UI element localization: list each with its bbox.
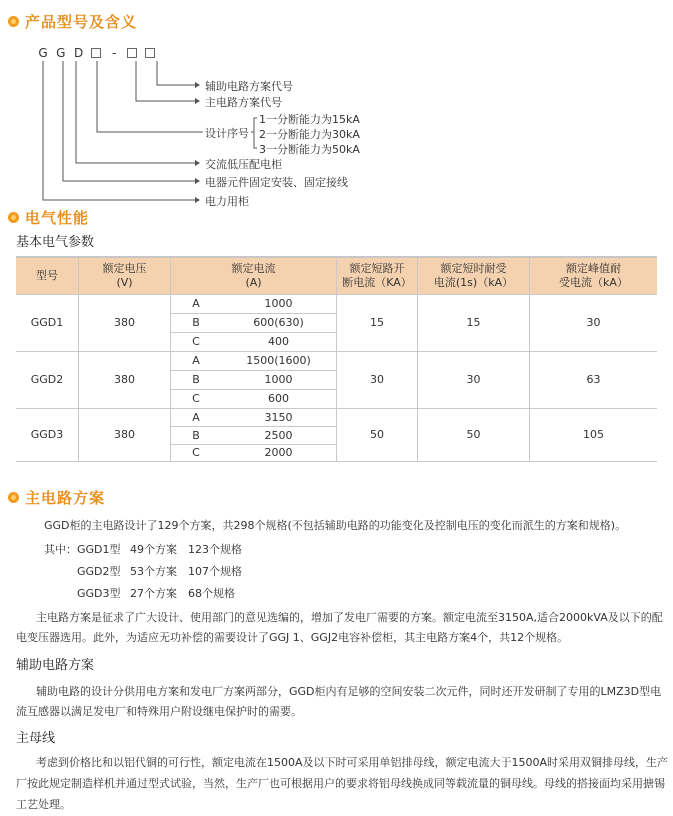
scheme-list-prefix: 其中： <box>44 543 77 556</box>
table-cell-grade: B <box>192 316 200 329</box>
scheme-count: 49个方案 <box>130 543 177 556</box>
table-cell-shorttime: 15 <box>466 316 481 329</box>
table-cell-current: 1000 <box>264 297 293 310</box>
table-cell-voltage: 380 <box>114 316 135 329</box>
header-model: 型号 <box>36 269 58 282</box>
section-aux-heading: 辅助电路方案 <box>16 658 95 673</box>
header-short-circuit: 额定短路开 断电流（KA） <box>342 262 412 289</box>
aux-paragraph: 辅助电路的设计分供用电方案和发电厂方案两部分，GGD柜内有足够的空间安装二次元件，同时还开发研制了专用的LMZ3D型电 <box>36 685 662 698</box>
table-cell-grade: A <box>192 354 200 367</box>
table-cell-current: 2000 <box>264 446 293 459</box>
table-cell-voltage: 380 <box>114 428 135 441</box>
bullet-icon <box>8 492 19 503</box>
table-cell-current: 600 <box>268 392 289 405</box>
table-cell-grade: A <box>192 297 200 310</box>
aux-paragraph-cont: 流互感器以满足发电厂和特殊用户附设继电保护时的需要。 <box>16 705 302 718</box>
table-cell-shorttime: 30 <box>466 373 481 386</box>
section-electrical-heading <box>8 207 89 228</box>
tree-option-2: 2一分断能力为30kA <box>259 128 360 141</box>
tree-ac-cabinet: 交流低压配电柜 <box>205 158 282 171</box>
table-cell-shorttime: 50 <box>466 428 481 441</box>
header-current: 额定电流 (A) <box>231 262 276 289</box>
table-caption: 基本电气参数 <box>16 235 95 250</box>
table-cell-peak: 63 <box>586 373 601 386</box>
table-cell-model: GGD3 <box>30 428 64 441</box>
section-busbar-heading: 主母线 <box>16 731 56 746</box>
table-cell-short: 30 <box>370 373 384 386</box>
model-dash: - <box>112 46 117 60</box>
busbar-paragraph-cont: 厂按此规定制造样机并通过型式试验，当然，生产厂也可根据用户的要求将铝母线换成同等载流量的铜母线。母线的搭接面均采用搪锡 <box>16 777 665 790</box>
section-title: 主电路方案 <box>25 489 106 507</box>
table-cell-short: 15 <box>370 316 384 329</box>
table-cell-current: 1000 <box>264 373 293 386</box>
table-cell-grade: C <box>192 392 200 405</box>
header-peak: 额定峰值耐 受电流（kA） <box>559 262 628 289</box>
bullet-icon <box>8 212 19 223</box>
model-letter: D <box>74 46 84 60</box>
scheme-specs: 68个规格 <box>188 587 235 600</box>
table-cell-grade: C <box>192 446 200 459</box>
model-letter: G <box>38 46 48 60</box>
main-circuit-paragraph-2: 主电路方案是征求了广大设计、使用部门的意见选编的，增加了发电厂需要的方案。额定电流至3150A,适合2000kVA及以下的配 <box>36 611 663 624</box>
scheme-specs: 107个规格 <box>188 565 242 578</box>
tree-design-no: 设计序号 <box>205 127 249 140</box>
table-cell-model: GGD1 <box>30 316 64 329</box>
table-cell-grade: C <box>192 335 200 348</box>
table-cell-current: 1500(1600) <box>246 354 311 367</box>
tree-power: 电力用柜 <box>205 195 249 208</box>
tree-option-1: 1一分断能力为15kA <box>259 113 360 126</box>
scheme-name: GGD2型 <box>77 565 121 578</box>
busbar-paragraph-end: 工艺处理。 <box>16 798 71 811</box>
section-title: 电气性能 <box>25 209 90 227</box>
table-cell-peak: 105 <box>583 428 604 441</box>
table-cell-short: 50 <box>370 428 384 441</box>
table-cell-current: 600(630) <box>253 316 304 329</box>
model-letter: G <box>56 46 66 60</box>
table-cell-model: GGD2 <box>30 373 64 386</box>
tree-option-3: 3一分断能力为50kA <box>259 143 360 156</box>
table-cell-grade: B <box>192 428 200 442</box>
tree-aux-code: 辅助电路方案代号 <box>205 80 293 93</box>
main-circuit-paragraph: GGD柜的主电路设计了129个方案，共298个规格(不包括辅助电路的功能变化及控制电压的变化而派生的方案和规格)。 <box>44 519 627 532</box>
section-title: 产品型号及含义 <box>25 13 138 31</box>
table-cell-voltage: 380 <box>114 373 135 386</box>
main-circuit-paragraph-2-cont: 电变压器选用。此外，为适应无功补偿的需要设计了GGJ 1、GGJ2电容补偿柜，其主电路方案4个，共12个规格。 <box>16 631 569 644</box>
table-cell-current: 3150 <box>264 410 293 424</box>
table-cell-peak: 30 <box>586 316 601 329</box>
table-cell-current: 400 <box>268 335 289 348</box>
header-voltage: 额定电压 (V) <box>102 262 147 289</box>
header-short-time: 额定短时耐受 电流(1s)（kA） <box>433 262 514 289</box>
table-cell-current: 2500 <box>264 428 293 442</box>
scheme-name: GGD1型 <box>77 543 121 556</box>
scheme-count: 53个方案 <box>130 565 177 578</box>
scheme-count: 27个方案 <box>130 587 177 600</box>
scheme-name: GGD3型 <box>77 587 121 600</box>
electrical-params-table <box>16 256 657 462</box>
table-cell-grade: A <box>192 410 200 424</box>
table-cell-grade: B <box>192 373 200 386</box>
scheme-specs: 123个规格 <box>188 543 242 556</box>
tree-fixed: 电器元件固定安装、固定接线 <box>205 176 348 189</box>
section-main-circuit-heading <box>8 487 105 508</box>
tree-main-code: 主电路方案代号 <box>205 96 282 109</box>
busbar-paragraph: 考虑到价格比和以铝代铜的可行性，额定电流在1500A及以下时可采用单铝排母线，额定电流大于1500A时采用双铜排母线，生产 <box>36 756 669 769</box>
